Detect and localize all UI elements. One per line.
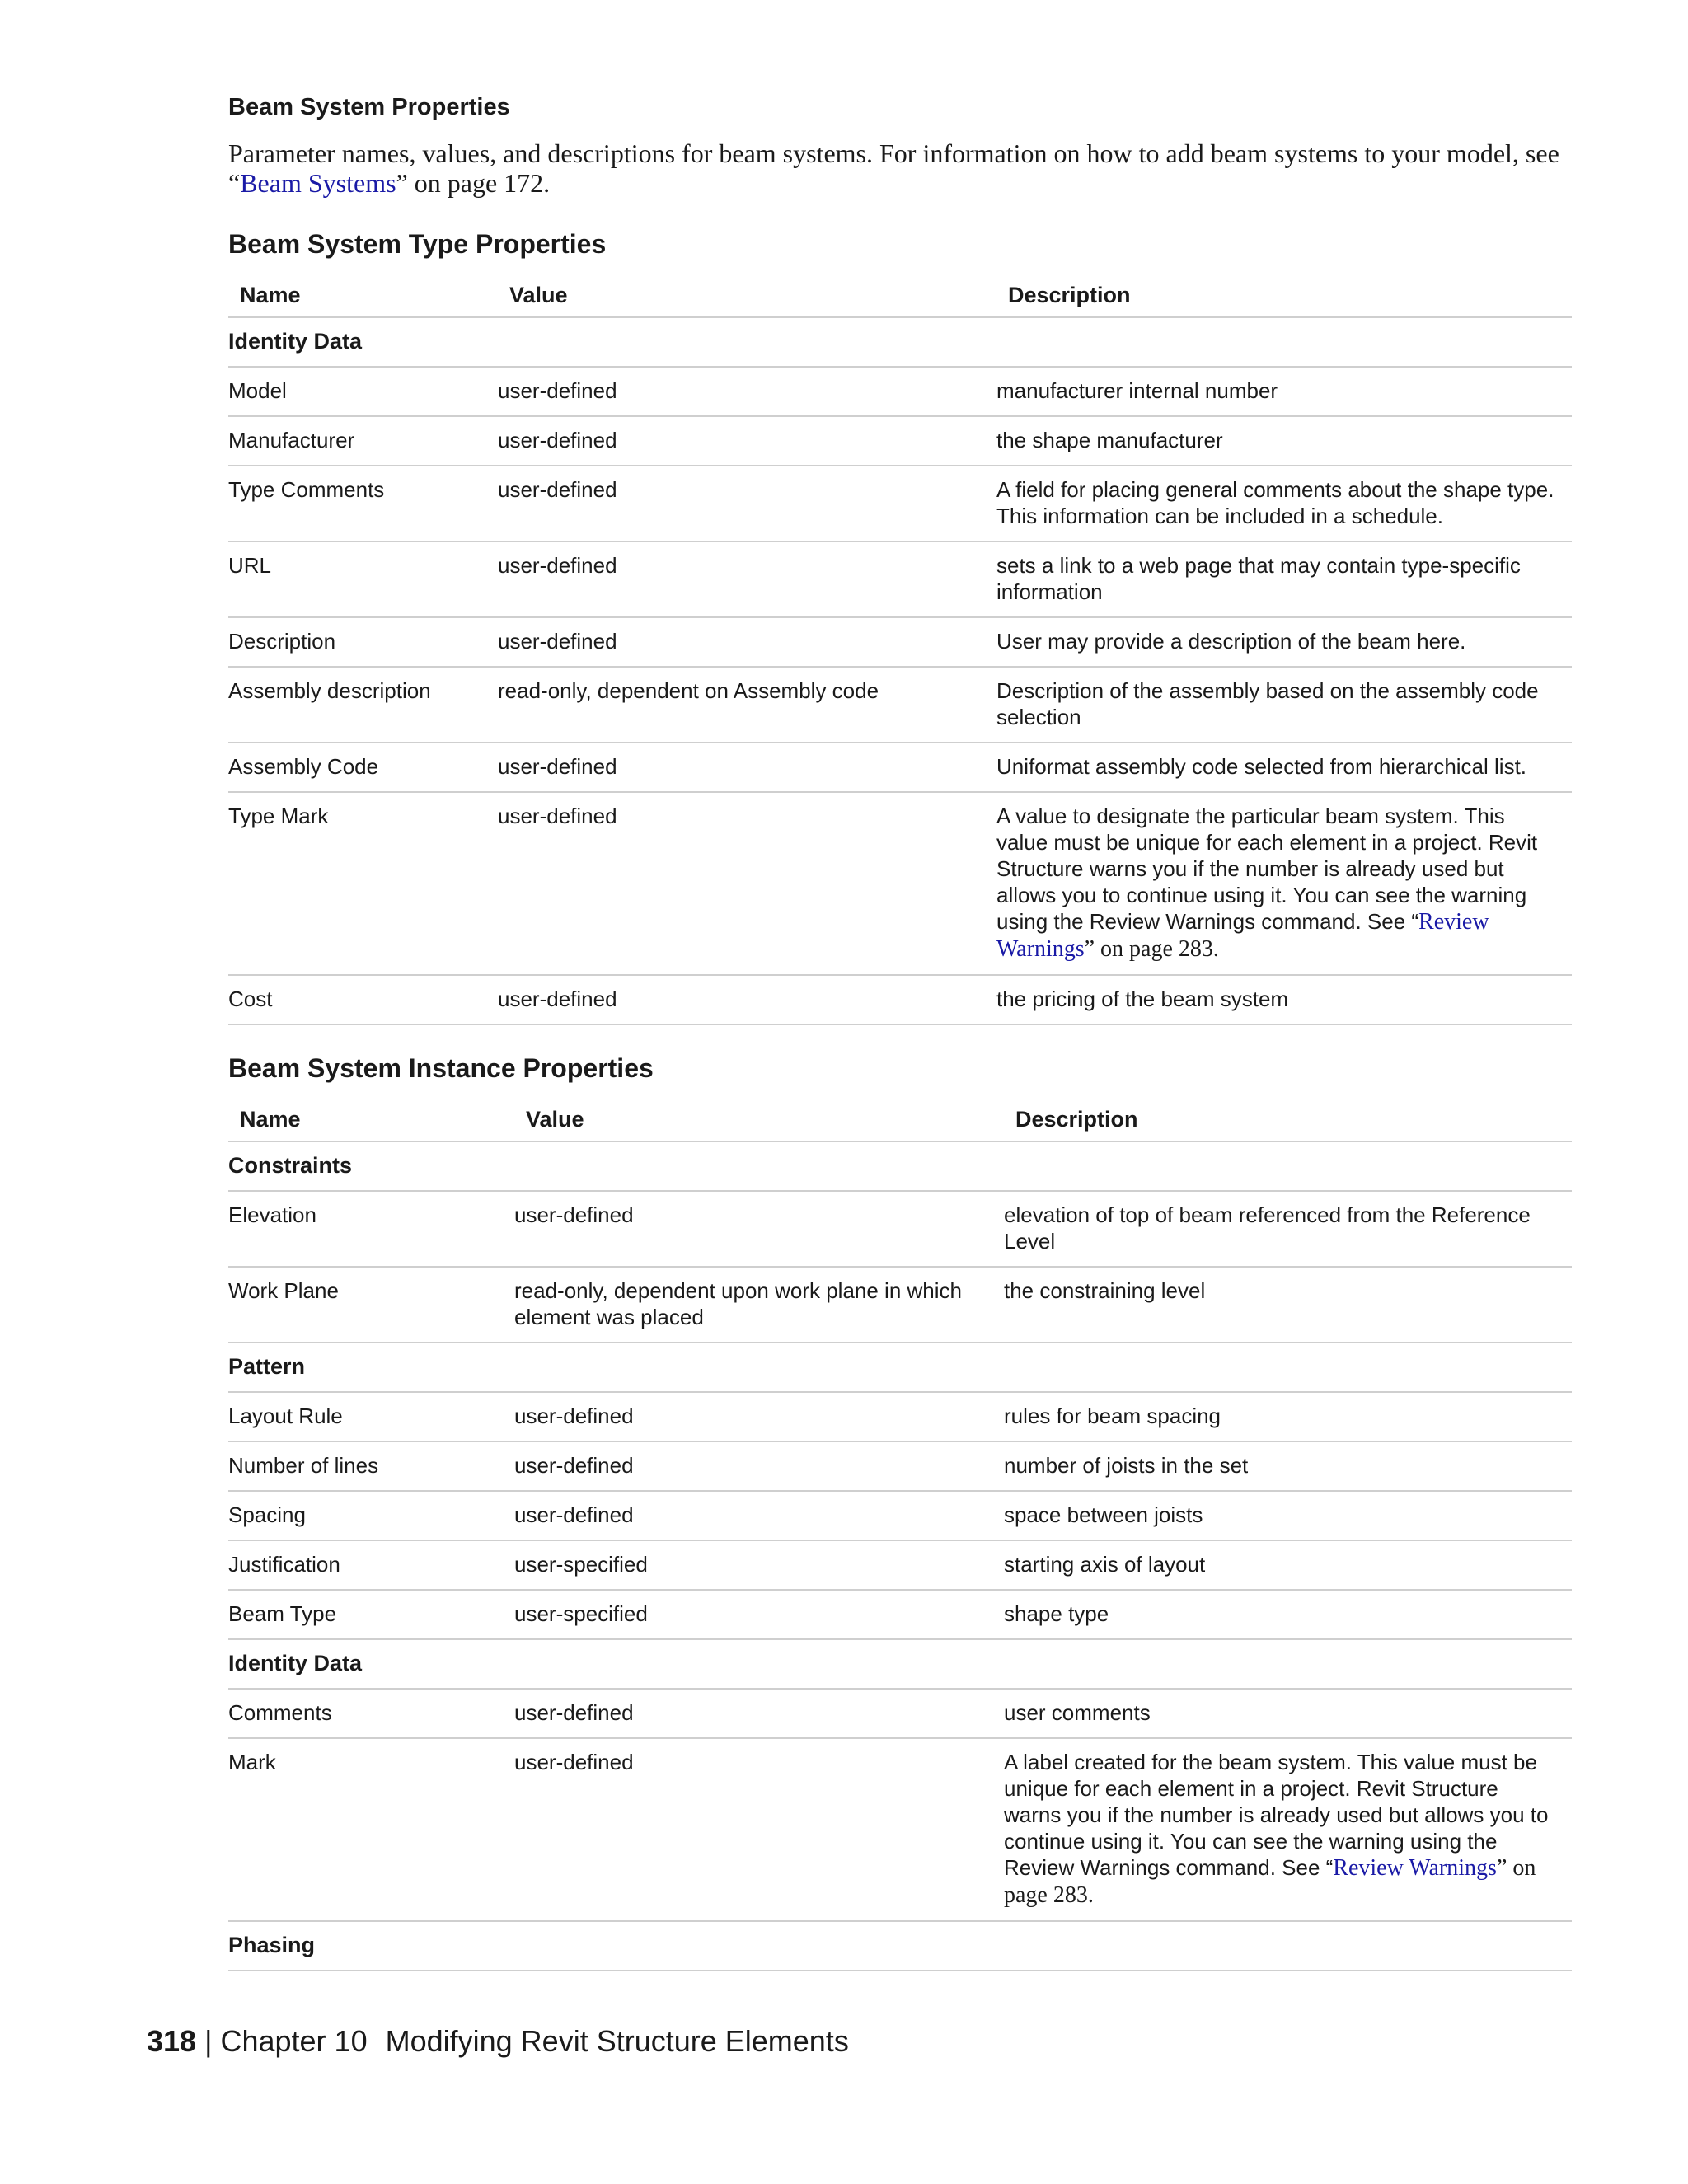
group-label: Constraints: [228, 1141, 1572, 1191]
table-row: [228, 1392, 1572, 1441]
cell-description: [1004, 1738, 1572, 1921]
intro-text: Parameter names, values, and descriptions for beam systems. For information on how to add beam systems to your model, see “: [228, 138, 1559, 198]
cell-description: the pricing of the beam system: [996, 975, 1572, 1024]
review-warnings-link[interactable]: Review Warnings: [1333, 1855, 1497, 1881]
cell-name: Justification: [228, 1540, 514, 1590]
cell-description: Description of the assembly based on the assembly code selection: [996, 667, 1572, 743]
group-row-phasing: [228, 1921, 1572, 1971]
table-row: [228, 1689, 1572, 1738]
cell-name: Cost: [228, 975, 498, 1024]
table-row: [228, 975, 1572, 1024]
table-row: [228, 1267, 1572, 1343]
table-row: [228, 367, 1572, 416]
description-text: A label created for the beam system. This value must be unique for each element in a project. Revit Structure warns you if the number is already used but allows you to continue using it. You can see the warning using the Review Warnings command. See “: [1004, 1750, 1549, 1880]
instance-table-title: Beam System Instance Properties: [228, 1053, 654, 1083]
chapter-title: Modifying Revit Structure Elements: [385, 2024, 849, 2058]
table-row: [228, 416, 1572, 466]
cell-name: Manufacturer: [228, 416, 498, 466]
cell-description: user comments: [1004, 1689, 1572, 1738]
cell-value: read-only, dependent on Assembly code: [498, 667, 996, 743]
header-name: Name: [228, 1090, 514, 1141]
cell-name: Model: [228, 367, 498, 416]
table-row: [228, 743, 1572, 792]
cell-description: shape type: [1004, 1590, 1572, 1639]
cell-name: Comments: [228, 1689, 514, 1738]
cell-name: Layout Rule: [228, 1392, 514, 1441]
cell-description: the shape manufacturer: [996, 416, 1572, 466]
cell-description: number of joists in the set: [1004, 1441, 1572, 1491]
cell-name: Spacing: [228, 1491, 514, 1540]
cell-value: user-defined: [498, 541, 996, 617]
cell-name: Work Plane: [228, 1267, 514, 1343]
group-row-constraints: [228, 1141, 1572, 1191]
section-label: Beam System Properties: [228, 94, 510, 120]
cell-value: user-defined: [498, 617, 996, 667]
cell-name: Assembly description: [228, 667, 498, 743]
group-row-identity-data: [228, 317, 1572, 367]
intro-text-after: ” on page 172.: [396, 168, 551, 198]
beam-systems-link[interactable]: Beam Systems: [240, 168, 396, 198]
cell-description: [996, 792, 1572, 975]
table-row: [228, 466, 1572, 541]
group-label: Identity Data: [228, 1639, 1572, 1689]
instance-properties-table: [228, 1090, 1572, 1971]
cell-value: user-defined: [498, 743, 996, 792]
cell-value: user-specified: [514, 1590, 1004, 1639]
cell-value: user-defined: [498, 466, 996, 541]
cell-description: elevation of top of beam referenced from the Reference Level: [1004, 1191, 1572, 1267]
intro-paragraph: [228, 138, 1572, 198]
review-warnings-link[interactable]: Review Warnings: [996, 909, 1489, 962]
page-content: [228, 91, 1572, 1971]
cell-name: Type Mark: [228, 792, 498, 975]
cell-value: user-defined: [514, 1441, 1004, 1491]
cell-value: user-defined: [514, 1392, 1004, 1441]
header-value: Value: [498, 265, 996, 317]
cell-description: rules for beam spacing: [1004, 1392, 1572, 1441]
cell-name: Elevation: [228, 1191, 514, 1267]
header-description: Description: [996, 265, 1572, 317]
page-footer: [147, 2023, 849, 2060]
cell-value: user-defined: [498, 416, 996, 466]
cell-value: user-defined: [514, 1738, 1004, 1921]
group-row-pattern: [228, 1343, 1572, 1392]
cell-value: read-only, dependent upon work plane in which element was placed: [514, 1267, 1004, 1343]
cell-value: user-specified: [514, 1540, 1004, 1590]
table-row: [228, 541, 1572, 617]
table-row: [228, 1191, 1572, 1267]
table-row: [228, 1590, 1572, 1639]
cell-value: user-defined: [498, 792, 996, 975]
table-row: [228, 1540, 1572, 1590]
cell-name: Description: [228, 617, 498, 667]
header-description: Description: [1004, 1090, 1572, 1141]
table-header-row: [228, 1090, 1572, 1141]
cell-value: user-defined: [498, 975, 996, 1024]
description-text-after: ” on page 283.: [1004, 1855, 1536, 1908]
group-label: Phasing: [228, 1921, 1572, 1971]
group-label: Pattern: [228, 1343, 1572, 1392]
cell-description: Uniformat assembly code selected from hierarchical list.: [996, 743, 1572, 792]
cell-value: user-defined: [514, 1191, 1004, 1267]
cell-value: user-defined: [514, 1491, 1004, 1540]
cell-description: starting axis of layout: [1004, 1540, 1572, 1590]
cell-name: Assembly Code: [228, 743, 498, 792]
cell-name: Type Comments: [228, 466, 498, 541]
cell-name: URL: [228, 541, 498, 617]
type-properties-table: [228, 265, 1572, 1025]
table-row: [228, 617, 1572, 667]
cell-description: manufacturer internal number: [996, 367, 1572, 416]
cell-description: the constraining level: [1004, 1267, 1572, 1343]
table-row: [228, 1738, 1572, 1921]
footer-separator: |: [204, 2024, 213, 2058]
chapter-label: Chapter 10: [220, 2024, 368, 2058]
cell-value: user-defined: [514, 1689, 1004, 1738]
description-text: A value to designate the particular beam system. This value must be unique for each element in a project. Revit Structure warns you if the number is already used but allows you to continue using it. You can see the warning using the Review Warnings command. See “: [996, 804, 1538, 934]
cell-name: Beam Type: [228, 1590, 514, 1639]
cell-description: space between joists: [1004, 1491, 1572, 1540]
table-row: [228, 667, 1572, 743]
cell-value: user-defined: [498, 367, 996, 416]
header-name: Name: [228, 265, 498, 317]
type-table-title: Beam System Type Properties: [228, 229, 607, 259]
description-text-after: ” on page 283.: [1084, 936, 1219, 962]
cell-name: Mark: [228, 1738, 514, 1921]
group-label: Identity Data: [228, 317, 1572, 367]
cell-description: A field for placing general comments about the shape type. This information can be included in a schedule.: [996, 466, 1572, 541]
table-row: [228, 1441, 1572, 1491]
page-number: 318: [147, 2024, 197, 2058]
cell-description: sets a link to a web page that may contain type-specific information: [996, 541, 1572, 617]
group-row-identity-data: [228, 1639, 1572, 1689]
table-row: [228, 1491, 1572, 1540]
cell-name: Number of lines: [228, 1441, 514, 1491]
cell-description: User may provide a description of the beam here.: [996, 617, 1572, 667]
header-value: Value: [514, 1090, 1004, 1141]
table-row: [228, 792, 1572, 975]
table-header-row: [228, 265, 1572, 317]
